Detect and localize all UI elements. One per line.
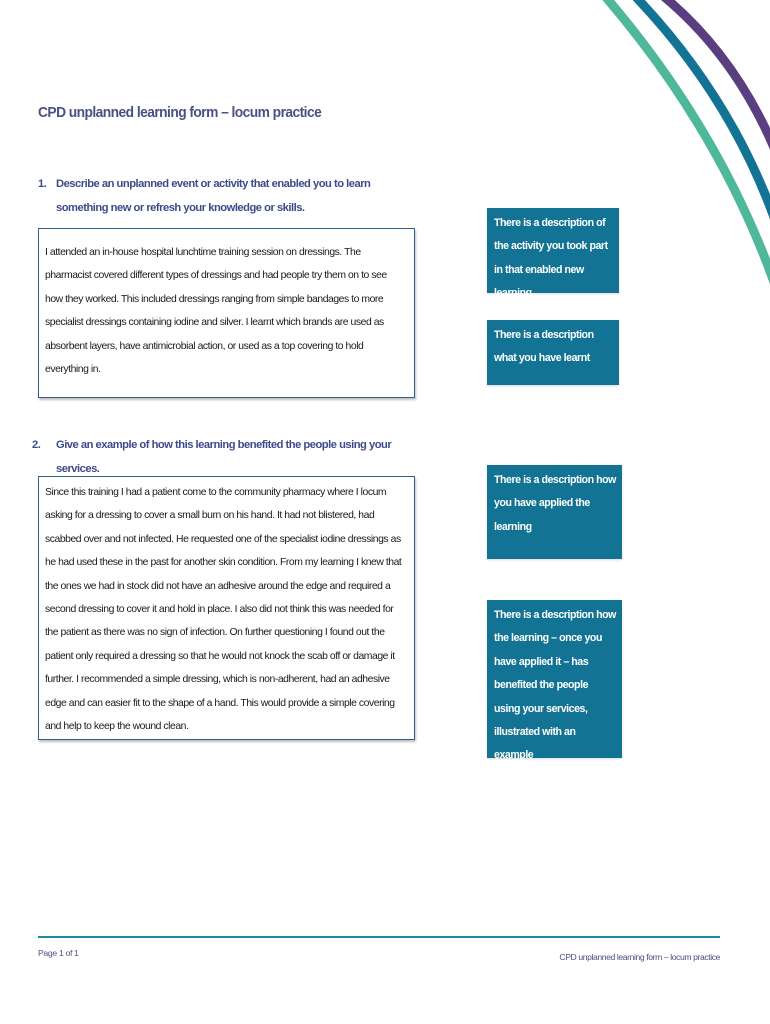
guidance-note-3: There is a description how you have applied the learning xyxy=(487,465,622,559)
guidance-note-2: There is a description what you have learnt xyxy=(487,320,619,385)
answer-box-2[interactable] xyxy=(38,476,415,740)
guidance-note-4: There is a description how the learning – once you have applied it – has benefited the people using your services, illustrated with an example xyxy=(487,600,622,758)
document-title: CPD unplanned learning form – locum practice xyxy=(38,104,322,121)
question-1 xyxy=(38,172,438,220)
question-2-number: 2. xyxy=(32,439,41,451)
footer-divider xyxy=(38,936,720,938)
answer-1-text: I attended an in-house hospital lunchtime training session on dressings. The pharmacist covered different types of dressings and had people try them on to see how they worked. This included dressings ranging from simple bandages to more specialist dressings containing iodine and silver. I learnt which brands are used as absorbent layers, have antimicrobial action, or used as a top covering to hold everything in. xyxy=(45,247,387,376)
page-number: Page 1 of 1 xyxy=(38,948,79,958)
guidance-note-1: There is a description of the activity you took part in that enabled new learning xyxy=(487,208,619,293)
question-1-text: Describe an unplanned event or activity that enabled you to learn something new or refresh your knowledge or skills. xyxy=(56,178,371,214)
answer-box-1[interactable] xyxy=(38,228,415,398)
question-1-number: 1. xyxy=(38,178,47,190)
question-2 xyxy=(32,433,432,475)
footer-document-name: CPD unplanned learning form – locum practice xyxy=(559,952,720,962)
question-2-text: Give an example of how this learning benefited the people using your services. xyxy=(56,439,392,475)
answer-2-text: Since this training I had a patient come to the community pharmacy where I locum asking for a dressing to cover a small burn on his hand. It had not blistered, had scabbed over and not infected. He requested one of the specialist iodine dressings as he had used these in the past for another skin condition. From my learning I knew that the ones we had in stock did not have an adhesive around the edge and required a second dressing to cover it and hold in place. I also did not think this was needed for the patient as there was no sign of infection. On further questioning I found out the patient only required a dressing so that he would not knock the scab off or damage it further. I recommended a simple dressing, which is non-adherent, had an adhesive edge and can easier fit to the shape of a hand. This would provide a simple covering and help to keep the wound clean. xyxy=(45,487,402,733)
arc-purple xyxy=(662,0,770,150)
